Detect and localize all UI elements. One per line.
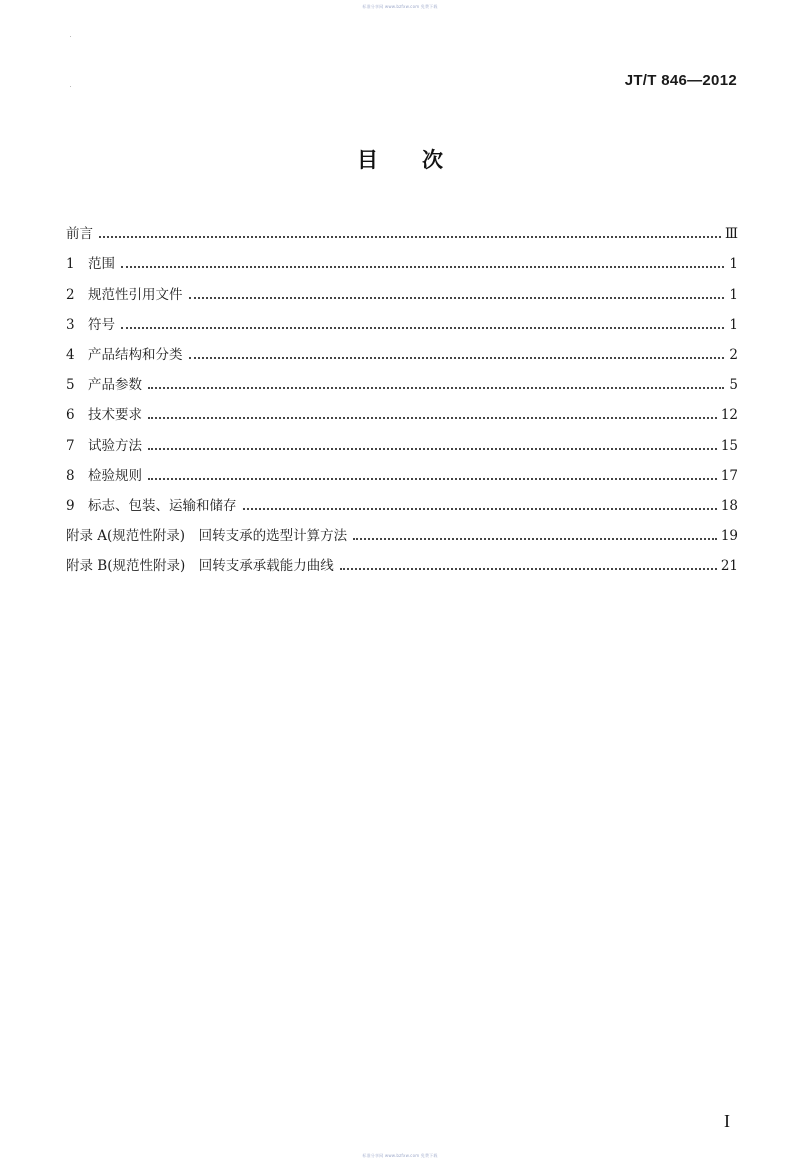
toc-entry-label: 8 检验规则 [66,467,142,484]
toc-entry-inspection-rules[interactable] [66,455,738,485]
toc-leader-dots [148,478,717,480]
toc-entry-page: 2 [729,346,738,363]
toc-leader-dots [99,236,721,238]
toc-entry-label: 3 符号 [66,316,115,333]
toc-entry-technical-requirements[interactable] [66,394,738,424]
toc-leader-dots [243,508,717,510]
toc-entry-label: 4 产品结构和分类 [66,346,183,363]
toc-entry-label: 附录 A(规范性附录) 回转支承的选型计算方法 [66,528,348,545]
scan-speck [70,86,71,87]
toc-entry-page: 1 [729,286,738,303]
toc-entry-scope[interactable] [66,243,738,273]
toc-leader-dots [353,538,717,540]
toc-leader-dots [148,448,717,450]
toc-entry-label: 9 标志、包装、运输和储存 [66,497,237,514]
toc-leader-dots [148,387,724,389]
toc-entry-page: 15 [720,437,738,454]
toc-entry-label: 附录 B(规范性附录) 回转支承承载能力曲线 [66,558,334,575]
toc-entry-label: 5 产品参数 [66,377,142,394]
toc-entry-page: 17 [720,467,738,484]
page-number: I [724,1111,730,1131]
toc-entry-page: 12 [720,407,738,424]
page-title: 目次 [357,148,487,172]
toc-entry-page: 21 [720,558,738,575]
toc-entry-label: 6 技术要求 [66,407,142,424]
toc-entry-label: 前言 [66,226,93,243]
scan-speck [70,36,71,37]
toc-leader-dots [340,568,717,570]
toc-entry-page: Ⅲ [724,226,738,243]
toc-entry-page: 1 [729,316,738,333]
toc-entry-annex-b[interactable] [66,545,738,575]
toc-entry-foreword[interactable] [66,213,738,243]
toc-leader-dots [189,297,725,299]
toc-entry-page: 18 [720,497,738,514]
toc-leader-dots [121,327,724,329]
toc-entry-page: 19 [720,528,738,545]
bottom-watermark: 标准分享网 www.bzfxw.com 免费下载 [362,1153,438,1158]
toc-entry-parameters[interactable] [66,364,738,394]
toc-entry-label: 7 试验方法 [66,437,142,454]
toc-entry-annex-a[interactable] [66,515,738,545]
toc-entry-normative-references[interactable] [66,273,738,303]
top-watermark: 标准分享网 www.bzfxw.com 免费下载 [362,4,438,9]
toc-entry-test-methods[interactable] [66,424,738,454]
standard-code: JT/T 846—2012 [624,72,737,89]
toc-leader-dots [121,266,724,268]
toc-entry-structure-classification[interactable] [66,334,738,364]
toc-entry-label: 1 范围 [66,256,115,273]
table-of-contents [66,213,738,575]
toc-entry-marking-packaging[interactable] [66,485,738,515]
toc-entry-page: 1 [729,256,738,273]
toc-leader-dots [189,357,725,359]
toc-entry-label: 2 规范性引用文件 [66,286,183,303]
toc-entry-symbols[interactable] [66,304,738,334]
toc-leader-dots [148,417,717,419]
toc-entry-page: 5 [729,377,738,394]
